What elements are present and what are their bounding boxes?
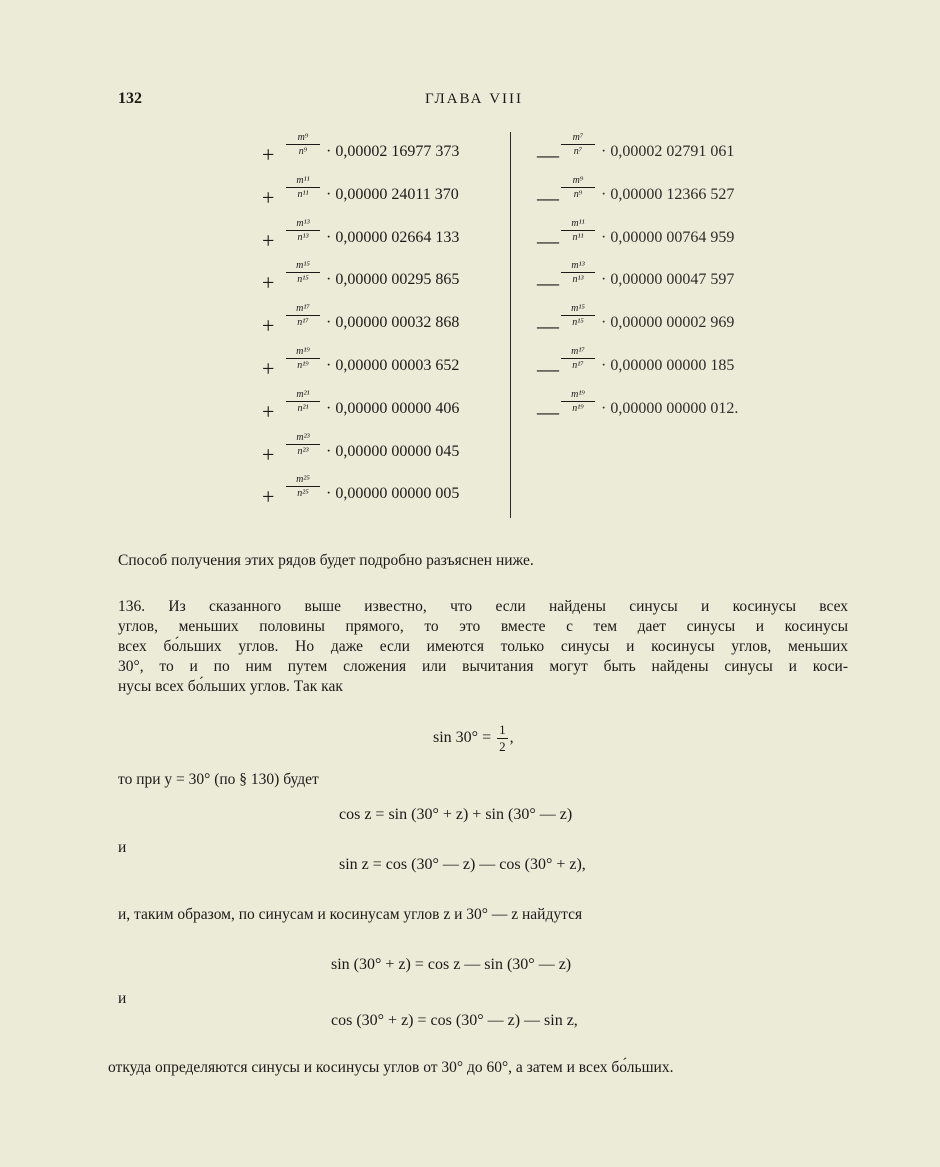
page-number: 132 — [118, 90, 142, 107]
paragraph-conclusion: откуда определяются синусы и косинусы углов от 30° до 60°, а затем и всех бо́льших. — [108, 1059, 674, 1076]
text-line: углов, меньших половины прямого, то это вместе с тем дает синусы и косинусы — [118, 618, 848, 635]
text-line: 30°, то и по ним путем сложения или вычитания могут быть найдены синусы и коси- — [118, 658, 848, 675]
text-line: всех бо́льших углов. Но даже если имеются только синусы и косинусы углов, меньших — [118, 638, 848, 655]
text-line: 136. Из сказанного выше известно, что если найдены синусы и косинусы всех — [118, 598, 848, 615]
conjunction-and: и — [118, 990, 127, 1007]
formula-sin30: sin 30° = $\frac{1}{2}$ , — [433, 722, 514, 754]
chapter-heading: ГЛАВА VIII — [425, 91, 524, 107]
book-page: 132 ГЛАВА VIII + $\frac{\text{m⁹}}{\text{n⁹}}$ · 0,00002 16977 373 + $\frac{\text{m¹¹}}{\text{n¹¹}}$ · 0,00000 24011 370 + $\frac{\text{m¹³}}{\text{n¹³}}$ · 0,00000 02664 133 + $\frac{\text{m¹⁵}}{\text{n¹⁵}}$ · 0,00000 00295 865 + $\frac{\text{m¹⁷}}{\text{n¹⁷}}$ · 0,00000 00032 868 + $\frac{\text{m¹⁹}}{\text{n¹⁹}}$ · 0,00000 00003 652 + $\frac{\text{m²¹}}{\text{n²¹}}$ · 0,00000 00000 406 + $\frac{\text{m²³}}{\text{n²³}}$ · 0,00000 00000 045 + $\frac{\text{m²⁵}}{\text{n²⁵}}$ · 0,00000 00000 005 — $\frac{\text{m⁷}}{\text{n⁷}}$ · 0,00002 02791 061 — $\frac{\text{m⁹}}{\text{n⁹}}$ · 0,00000 12366 527 — $\frac{\text{m¹¹}}{\text{n¹¹}}$ · 0,00000 00764 959 — $\frac{\text{m¹³}}{\text{n¹³}}$ · 0,00000 00047 597 — $\frac{\text{m¹⁵}}{\text{n¹⁵}}$ · 0,00000 00002 969 — $\frac{\text{m¹⁷}}{\text{n¹⁷}}$ · 0,00000 00000 185 — $\frac{\text{m¹⁹}}{\text{n¹⁹}}$ · 0,00000 00000 012. Способ получения этих рядов будет подробно разъяснен ниже. 136. Из сказанного выше известно, что если найдены синусы и косинусы всех углов, меньших половины прямого, то это вместе с тем дает синусы и косинусы всех бо́льших углов. Но даже если имеются только синусы и косинусы углов, меньших 30°, то и по ним путем сложения или вычитания могут быть найдены синусы и коси- нусы всех бо́льших углов. Так как sin 30° = $\frac{1}{2}$ , то при y = 30° (по § 130) будет cos z = sin (30° + z) + sin (30° — z) и sin z = cos (30° — z) — cos (30° + z), и, таким образом, по синусам и косинусам углов z и 30° — z найдутся sin (30° + z) = cos z — sin (30° — z) и cos (30° + z) = cos (30° — z) — sin z, откуда определяются синусы и косинусы углов от 30° до 60°, а затем и всех бо́льших. — [108, 90, 848, 1076]
paragraph-find: и, таким образом, по синусам и косинусам углов z и 30° — z найдутся — [118, 906, 583, 923]
formula-cos-30-plus-z: cos (30° + z) = cos (30° — z) — sin z, — [331, 1012, 578, 1029]
paragraph-y30: то при y = 30° (по § 130) будет — [118, 771, 319, 788]
formula-cos-z: cos z = sin (30° + z) + sin (30° — z) — [339, 806, 573, 823]
formula-sin-z: sin z = cos (30° — z) — cos (30° + z), — [339, 856, 586, 873]
paragraph-series-note: Способ получения этих рядов будет подробно разъяснен ниже. — [118, 552, 534, 569]
formula-sin-30-plus-z: sin (30° + z) = cos z — sin (30° — z) — [331, 956, 572, 973]
column-divider — [510, 132, 511, 518]
conjunction-and: и — [118, 839, 127, 856]
paragraph-136 — [118, 597, 848, 697]
text-line: нусы всех бо́льших углов. Так как — [118, 678, 343, 695]
